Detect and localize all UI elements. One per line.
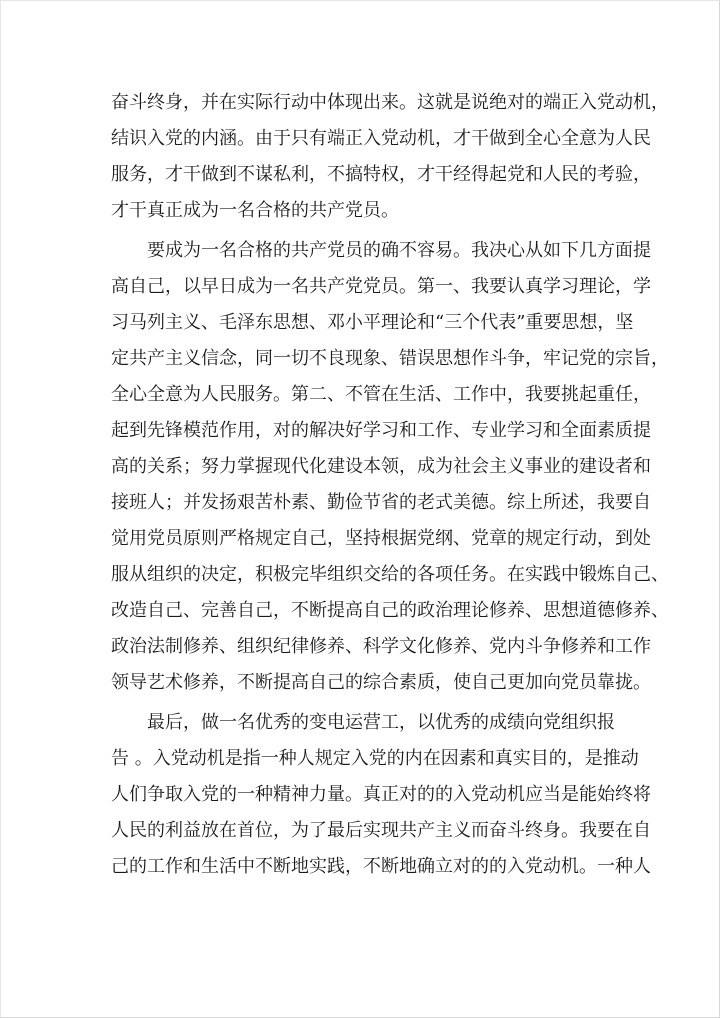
text-line: 习马列主义、毛泽东思想、邓小平理论和“三个代表”重要思想，坚 xyxy=(111,312,634,333)
text-line: 起到先锋模范作用，对的解决好学习和工作、专业学习和全面素质提 xyxy=(111,420,651,441)
text-line: 全心全意为人民服务。第二、不管在生活、工作中，我要挑起重任， xyxy=(111,384,651,405)
text-line: 才干真正成为一名合格的共产党员。 xyxy=(111,200,399,221)
text-line: 接班人；并发扬艰苦朴素、勤俭节省的老式美德。综上所述，我要自 xyxy=(111,492,651,513)
text-line: 改造自己、完善自己，不断提高自己的政治理论修养、思想道德修养、 xyxy=(111,600,669,621)
text-line: 己的工作和生活中不断地实践，不断地确立对的的入党动机。一种人 xyxy=(111,856,651,877)
text-line: 人们争取入党的一种精神力量。真正对的的入党动机应当是能始终将 xyxy=(111,784,651,805)
text-line: 奋斗终身，并在实际行动中体现出来。这就是说绝对的端正入党动机， xyxy=(111,92,669,113)
text-line: 定共产主义信念，同一切不良现象、错误思想作斗争，牢记党的宗旨， xyxy=(111,348,669,369)
text-line: 最后，做一名优秀的变电运营工，以优秀的成绩向党组织报 xyxy=(147,712,615,733)
paragraph-1 xyxy=(111,85,669,229)
text-line: 服务，才干做到不谋私利，不搞特权，才干经得起党和人民的考验， xyxy=(111,164,651,185)
text-line: 人民的利益放在首位，为了最后实现共产主义而奋斗终身。我要在自 xyxy=(111,820,651,841)
text-line: 服从组织的决定，积极完毕组织交给的各项任务。在实践中锻炼自己、 xyxy=(111,564,669,585)
text-line: 政治法制修养、组织纪律修养、科学文化修养、党内斗争修养和工作 xyxy=(111,636,651,657)
text-line: 告 。入党动机是指一种人规定入党的内在因素和真实目的，是推动 xyxy=(111,748,639,769)
text-line: 领导艺术修养，不断提高自己的综合素质，使自己更加向党员靠拢。 xyxy=(111,672,651,693)
text-line: 觉用党员原则严格规定自己，坚持根据党纲、党章的规定行动，到处 xyxy=(111,528,651,549)
paragraph-3 xyxy=(111,705,651,885)
paragraph-2 xyxy=(111,233,669,701)
text-line: 高的关系；努力掌握现代化建设本领，成为社会主义事业的建设者和 xyxy=(111,456,651,477)
text-line: 要成为一名合格的共产党员的确不容易。我决心从如下几方面提 xyxy=(147,240,651,261)
document-body xyxy=(111,85,669,885)
text-line: 结识入党的内涵。由于只有端正入党动机，才干做到全心全意为人民 xyxy=(111,128,651,149)
text-line: 高自己，以早日成为一名共产党党员。第一、我要认真学习理论，学 xyxy=(111,276,651,297)
